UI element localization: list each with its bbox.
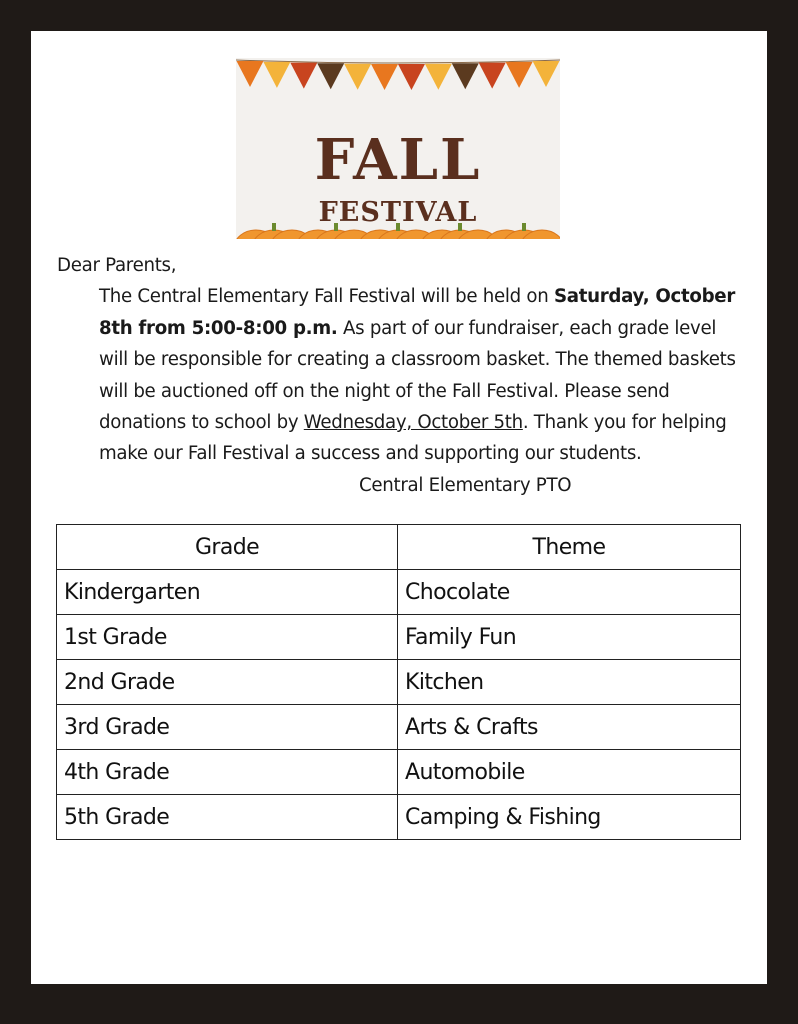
grade-cell: 5th Grade (57, 795, 398, 840)
theme-cell: Automobile (398, 750, 741, 795)
grade-cell: 1st Grade (57, 615, 398, 660)
grade-cell: 3rd Grade (57, 705, 398, 750)
theme-cell: Kitchen (398, 660, 741, 705)
banner-title: FALL (314, 127, 482, 193)
theme-cell: Chocolate (398, 570, 741, 615)
donation-deadline: Wednesday, October 5th (303, 412, 523, 434)
fall-festival-banner (236, 58, 560, 239)
table-header-row (57, 525, 741, 570)
greeting: Dear Parents, (57, 255, 177, 276)
table-row (57, 795, 741, 840)
table-row (57, 615, 741, 660)
grade-cell: Kindergarten (57, 570, 398, 615)
bunting-flag (425, 64, 452, 90)
grade-theme-table (56, 524, 741, 840)
signature: Central Elementary PTO (359, 474, 572, 496)
bunting-flag (398, 64, 425, 90)
bunting-flag (317, 63, 344, 89)
paragraph-end: . Thank you for helping make our Fall Festival a success and supporting our students. (99, 412, 727, 465)
bunting-flag (533, 61, 560, 87)
banner-subtitle: FESTIVAL (318, 197, 478, 228)
paragraph-lead: The Central Elementary Fall Festival will be held on (99, 286, 554, 308)
header-theme: Theme (398, 525, 741, 570)
bunting-flag (344, 64, 371, 90)
letter-body (57, 250, 747, 501)
bunting-flag (290, 63, 317, 89)
bunting-flag (237, 61, 264, 87)
bunting-flag (263, 62, 290, 88)
letter-paragraph (57, 281, 747, 469)
bunting-flag (371, 64, 398, 90)
theme-cell: Family Fun (398, 615, 741, 660)
flyer-page (31, 31, 767, 984)
theme-cell: Arts & Crafts (398, 705, 741, 750)
bunting-flag (506, 62, 533, 88)
bunting-flag (452, 63, 479, 89)
grade-cell: 4th Grade (57, 750, 398, 795)
grade-cell: 2nd Grade (57, 660, 398, 705)
theme-cell: Camping & Fishing (398, 795, 741, 840)
table-row (57, 750, 741, 795)
bunting-flag (479, 63, 506, 89)
event-date-time: Saturday, October 8th from 5:00-8:00 p.m. (99, 286, 735, 339)
paragraph-middle: As part of our fundraiser, each grade level will be responsible for creating a classroom basket. The themed baskets will be auctioned off on the night of the Fall Festival. Please send donations to school by (99, 317, 736, 434)
table-row (57, 705, 741, 750)
table-row (57, 660, 741, 705)
table-row (57, 570, 741, 615)
header-grade: Grade (57, 525, 398, 570)
